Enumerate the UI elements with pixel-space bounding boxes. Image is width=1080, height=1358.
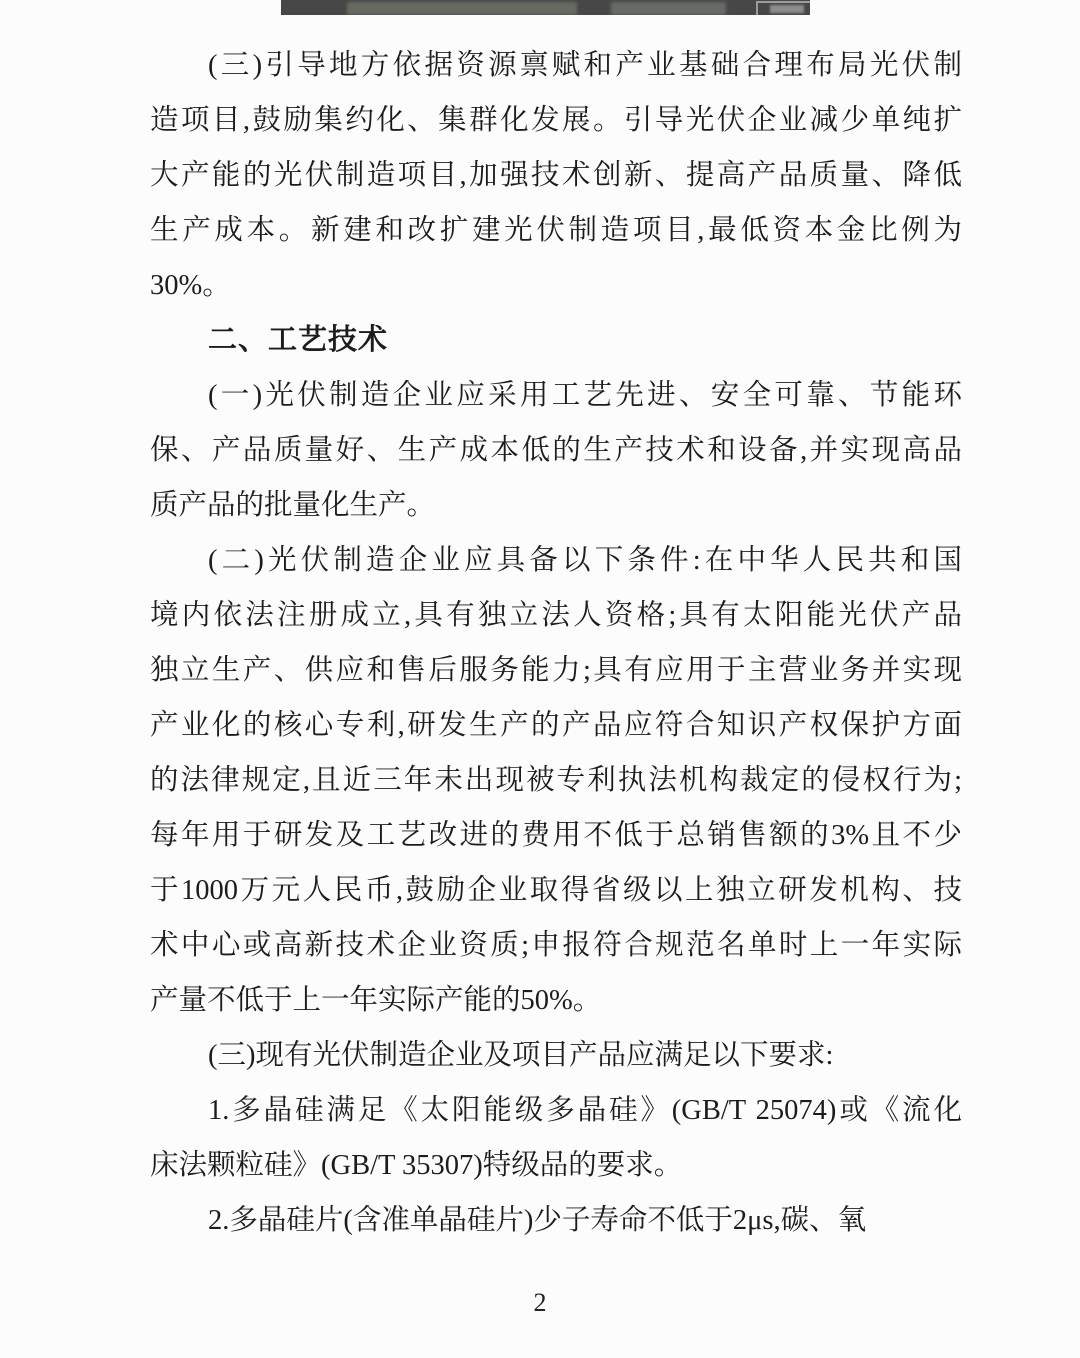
text-line: 于1000万元人民币,鼓励企业取得省级以上独立研发机构、技 [150,875,962,906]
banner-text-remnant [611,2,726,15]
text-line: 保、产品质量好、生产成本低的生产技术和设备,并实现高品 [150,435,962,466]
text-line: 产业化的核心专利,研发生产的产品应符合知识产权保护方面 [150,710,962,741]
text-line: (三)现有光伏制造企业及项目产品应满足以下要求: [208,1040,834,1071]
document-body [150,38,962,1248]
text-line: 二、工艺技术 [208,324,389,356]
text-line: 30%。 [150,270,231,301]
text-line: 境内依法注册成立,具有独立法人资格;具有太阳能光伏产品 [150,600,962,631]
text-line: 质产品的批量化生产。 [150,490,436,521]
text-line: 大产能的光伏制造项目,加强技术创新、提高产品质量、降低 [150,160,962,191]
text-line: 生产成本。新建和改扩建光伏制造项目,最低资本金比例为 [150,215,962,246]
page-number: 2 [533,1288,547,1317]
text-line: 术中心或高新技术企业资质;申报符合规范名单时上一年实际 [150,930,962,961]
text-line: 的法律规定,且近三年未出现被专利执法机构裁定的侵权行为; [150,765,962,796]
truncated-header-banner [281,0,810,15]
banner-box-text-remnant [770,5,804,13]
text-line: 独立生产、供应和售后服务能力;具有应用于主营业务并实现 [150,655,962,686]
text-line: (二)光伏制造企业应具备以下条件:在中华人民共和国 [208,545,962,576]
text-line: 2.多晶硅片(含准单晶硅片)少子寿命不低于2μs,碳、氧 [208,1205,867,1236]
text-line: 造项目,鼓励集约化、集群化发展。引导光伏企业减少单纯扩 [150,105,962,136]
banner-text-remnant [347,2,577,15]
text-line: (一)光伏制造企业应采用工艺先进、安全可靠、节能环 [208,380,962,411]
text-line: 1.多晶硅满足《太阳能级多晶硅》(GB/T 25074)或《流化 [208,1095,962,1126]
text-line: 每年用于研发及工艺改进的费用不低于总销售额的3%且不少 [150,820,962,851]
text-line: 产量不低于上一年实际产能的50%。 [150,985,602,1016]
text-line: (三)引导地方依据资源禀赋和产业基础合理布局光伏制 [208,50,962,81]
text-line: 床法颗粒硅》(GB/T 35307)特级品的要求。 [150,1150,683,1181]
